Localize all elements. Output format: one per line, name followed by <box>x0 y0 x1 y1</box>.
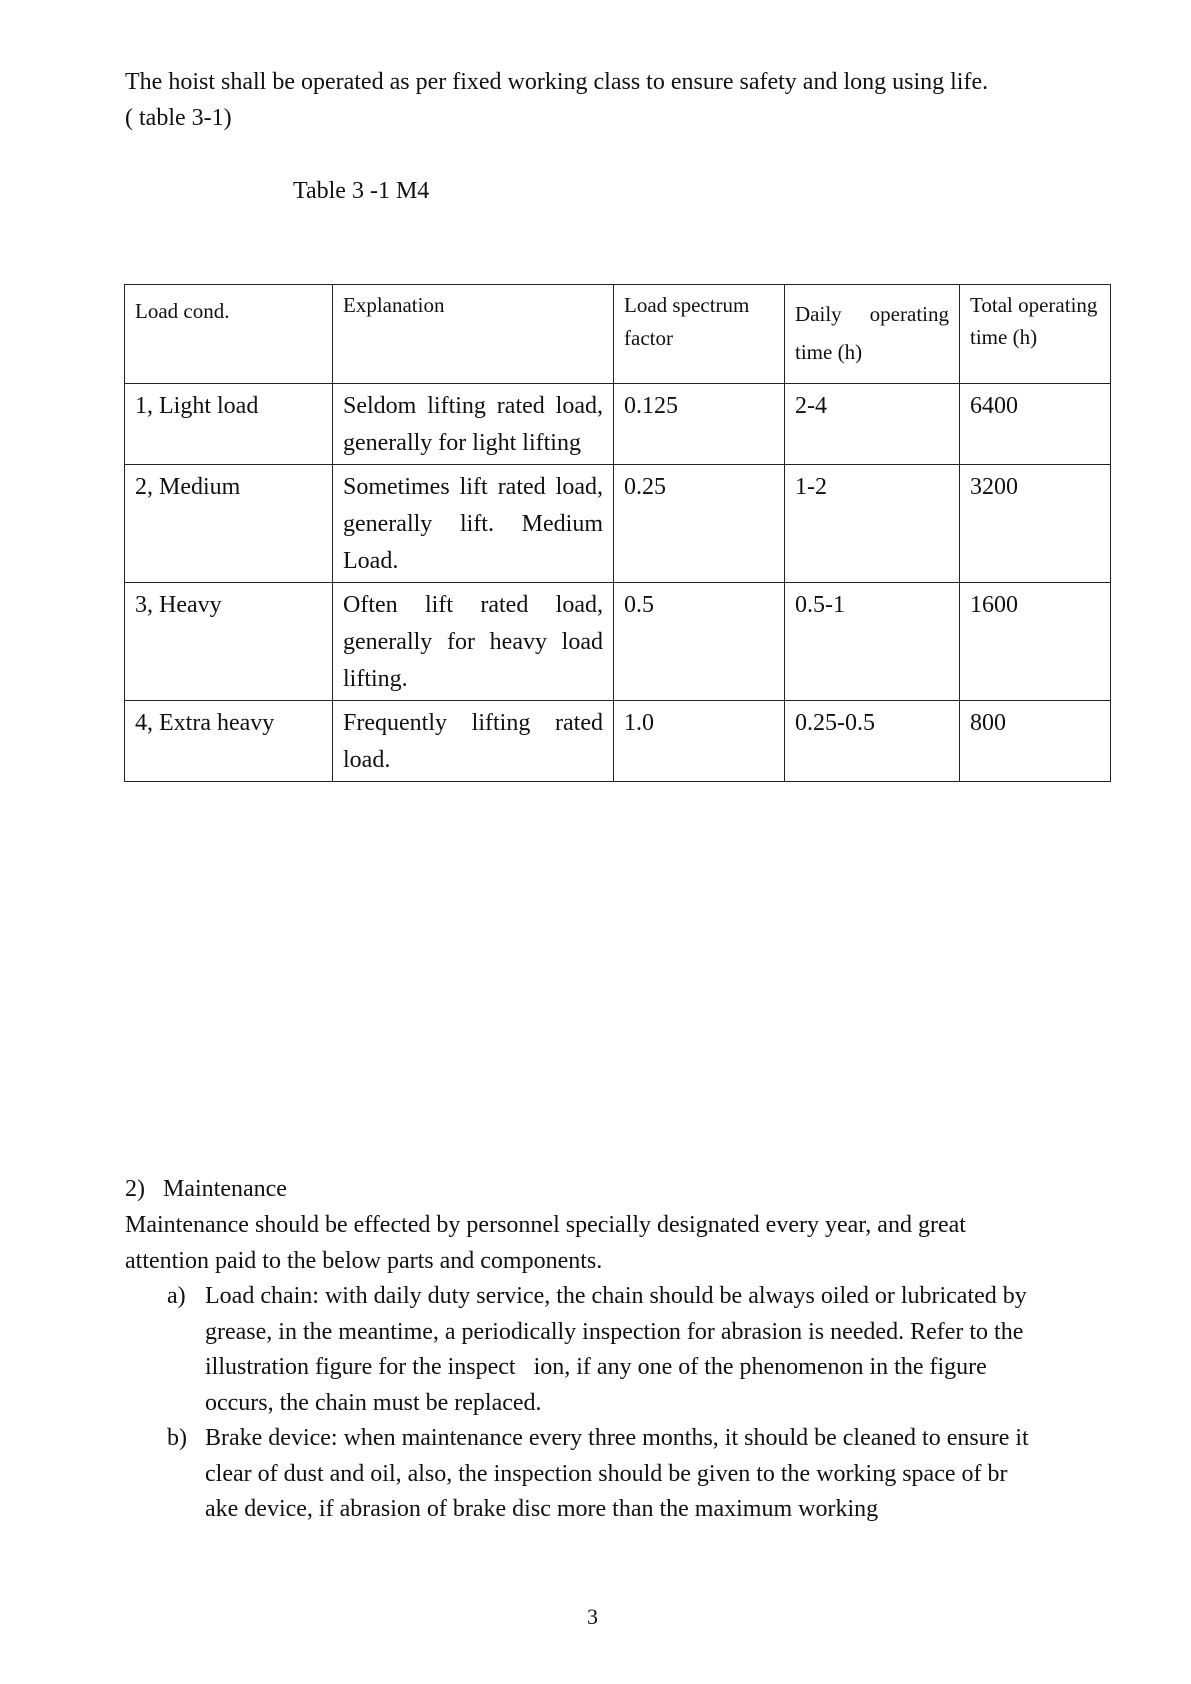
cell-daily: 2-4 <box>785 384 960 465</box>
table-row <box>125 583 1111 701</box>
cell-daily: 0.5-1 <box>785 583 960 701</box>
table-header-row <box>125 285 1111 384</box>
intro-line-1: The hoist shall be operated as per fixed working class to ensure safety and long using life. <box>125 69 989 95</box>
cell-total: 6400 <box>960 384 1111 465</box>
cell-explanation: Seldom lifting rated load, generally for light lifting <box>333 384 614 465</box>
cell-explanation: Often lift rated load, generally for heavy load lifting. <box>333 583 614 701</box>
working-class-table <box>124 284 1111 782</box>
list-item <box>167 1421 1037 1528</box>
list-item <box>167 1279 1037 1421</box>
header-load-cond: Load cond. <box>125 285 333 384</box>
header-daily-operating: Daily operating time (h) <box>785 285 960 384</box>
cell-spectrum: 0.5 <box>614 583 785 701</box>
header-load-spectrum: Load spectrum factor <box>614 285 785 384</box>
page-number: 3 <box>587 1604 598 1629</box>
cell-explanation: Sometimes lift rated load, generally lift. Medium Load. <box>333 465 614 583</box>
maintenance-paragraph-line-2: attention paid to the below parts and components. <box>125 1248 603 1274</box>
maintenance-list <box>167 1279 1037 1528</box>
cell-daily: 0.25-0.5 <box>785 701 960 782</box>
header-explanation: Explanation <box>333 285 614 384</box>
cell-spectrum: 1.0 <box>614 701 785 782</box>
header-total-operating: Total operating time (h) <box>960 285 1111 384</box>
cell-load-cond: 4, Extra heavy <box>125 701 333 782</box>
cell-explanation: Frequently lifting rated load. <box>333 701 614 782</box>
cell-spectrum: 0.25 <box>614 465 785 583</box>
list-item-text: Brake device: when maintenance every three months, it should be cleaned to ensure it clear of dust and oil, also, the inspection should be given to the working space of br ake device, if abrasion of brake disc more than the maximum working <box>205 1425 1035 1522</box>
maintenance-paragraph-line-1: Maintenance should be effected by personnel specially designated every year, and great <box>125 1212 966 1238</box>
list-marker: a) <box>167 1283 186 1309</box>
cell-spectrum: 0.125 <box>614 384 785 465</box>
section-heading: 2) Maintenance <box>125 1176 287 1202</box>
cell-total: 3200 <box>960 465 1111 583</box>
maintenance-section <box>125 1171 966 1279</box>
cell-total: 800 <box>960 701 1111 782</box>
cell-load-cond: 3, Heavy <box>125 583 333 701</box>
table-caption: Table 3 -1 M4 <box>293 178 430 204</box>
table-row <box>125 465 1111 583</box>
table-row <box>125 701 1111 782</box>
list-marker: b) <box>167 1425 187 1451</box>
cell-load-cond: 2, Medium <box>125 465 333 583</box>
cell-load-cond: 1, Light load <box>125 384 333 465</box>
intro-line-2: ( table 3-1) <box>125 105 232 131</box>
cell-total: 1600 <box>960 583 1111 701</box>
list-item-text: Load chain: with daily duty service, the chain should be always oiled or lubricated by grease, in the meantime, a periodically inspection for abrasion is needed. Refer to the illustration figure for the inspect ion, if any one of the phenomenon in the figure occurs, the chain must be replaced. <box>205 1283 1033 1416</box>
cell-daily: 1-2 <box>785 465 960 583</box>
intro-paragraph <box>125 64 988 136</box>
table-row <box>125 384 1111 465</box>
